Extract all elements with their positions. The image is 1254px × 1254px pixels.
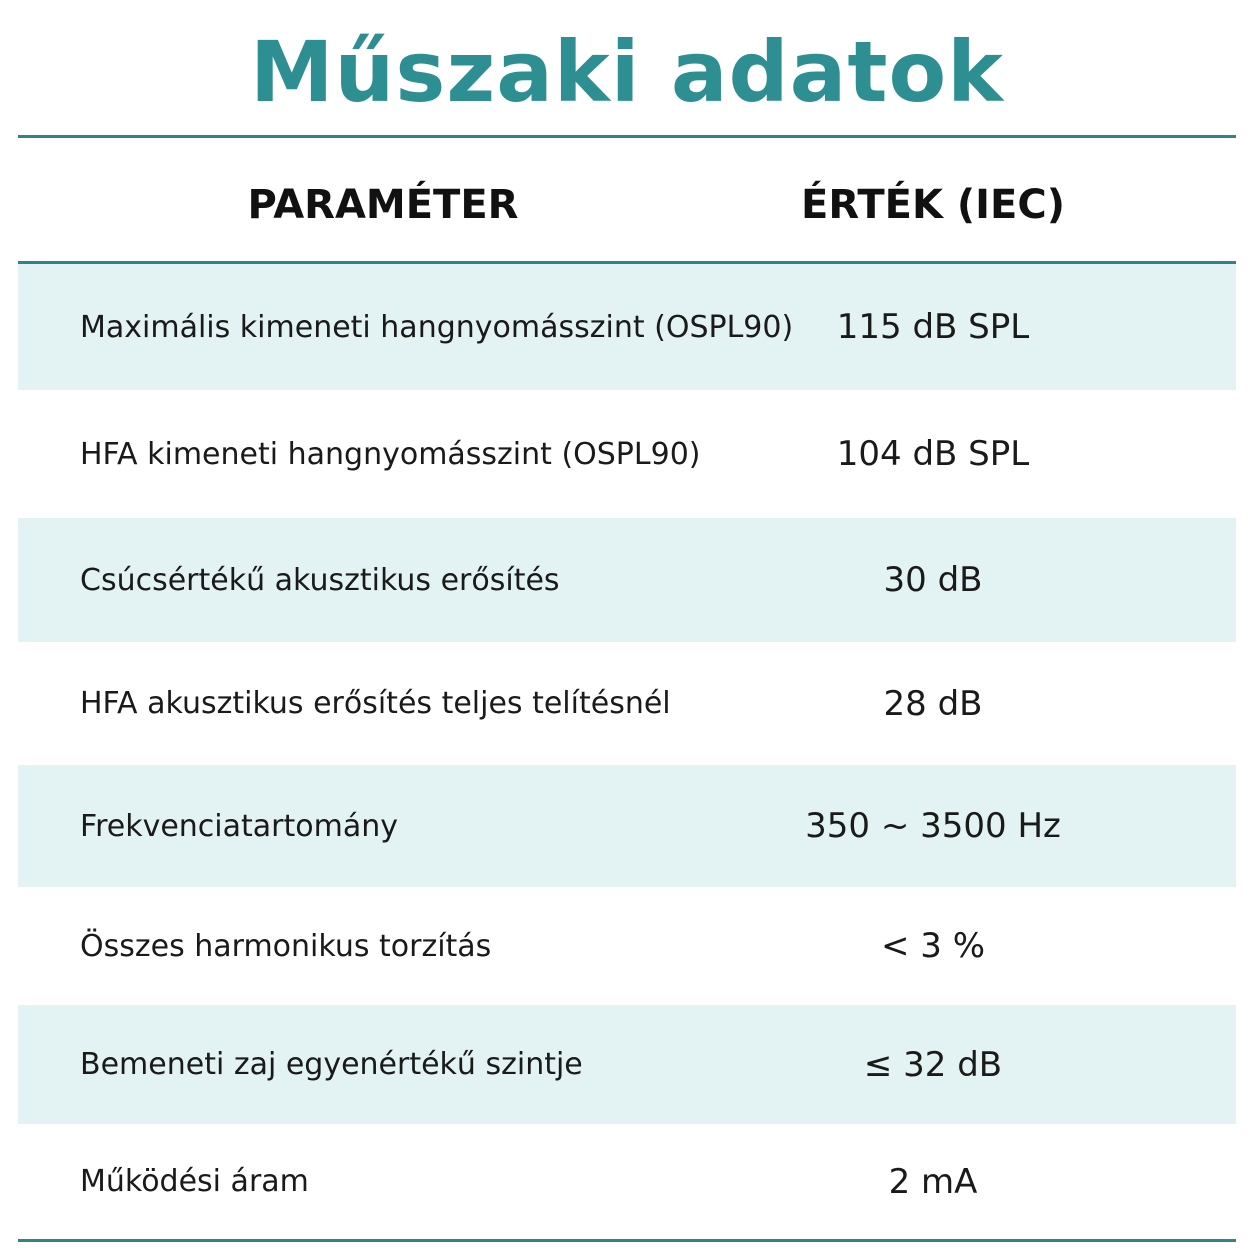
table-row	[18, 765, 1236, 887]
row-value: 28 dB	[883, 683, 983, 724]
table-header	[18, 138, 1236, 261]
row-parameter: Összes harmonikus torzítás	[80, 928, 492, 964]
row-parameter: HFA kimeneti hangnyomásszint (OSPL90)	[80, 436, 701, 472]
row-value: 104 dB SPL	[836, 434, 1030, 474]
table-body	[18, 264, 1236, 1239]
table-row	[18, 1005, 1236, 1124]
row-value: 2 mA	[888, 1161, 978, 1202]
table-row	[18, 264, 1236, 390]
row-value: 115 dB SPL	[836, 307, 1030, 347]
row-parameter: Működési áram	[80, 1164, 309, 1199]
row-parameter: HFA akusztikus erősítés teljes telítésnél	[80, 686, 671, 721]
header-value: ÉRTÉK (IEC)	[801, 182, 1065, 228]
row-value: 350 ~ 3500 Hz	[805, 806, 1061, 846]
table-row	[18, 1124, 1236, 1239]
header-parameter: PARAMÉTER	[247, 182, 519, 228]
row-value: 30 dB	[883, 560, 983, 600]
page-title: Műszaki adatok	[249, 23, 1005, 121]
row-value: ≤ 32 dB	[863, 1044, 1003, 1085]
row-value: < 3 %	[880, 926, 986, 966]
row-parameter: Bemeneti zaj egyenértékű szintje	[80, 1047, 583, 1082]
table-row	[18, 642, 1236, 765]
row-parameter: Frekvenciatartomány	[80, 808, 398, 844]
table-row	[18, 518, 1236, 642]
table-row	[18, 887, 1236, 1005]
table-row	[18, 390, 1236, 518]
bottom-divider	[18, 1239, 1236, 1242]
row-parameter: Csúcsértékű akusztikus erősítés	[80, 562, 560, 598]
row-parameter: Maximális kimeneti hangnyomásszint (OSPL90)	[80, 309, 794, 345]
